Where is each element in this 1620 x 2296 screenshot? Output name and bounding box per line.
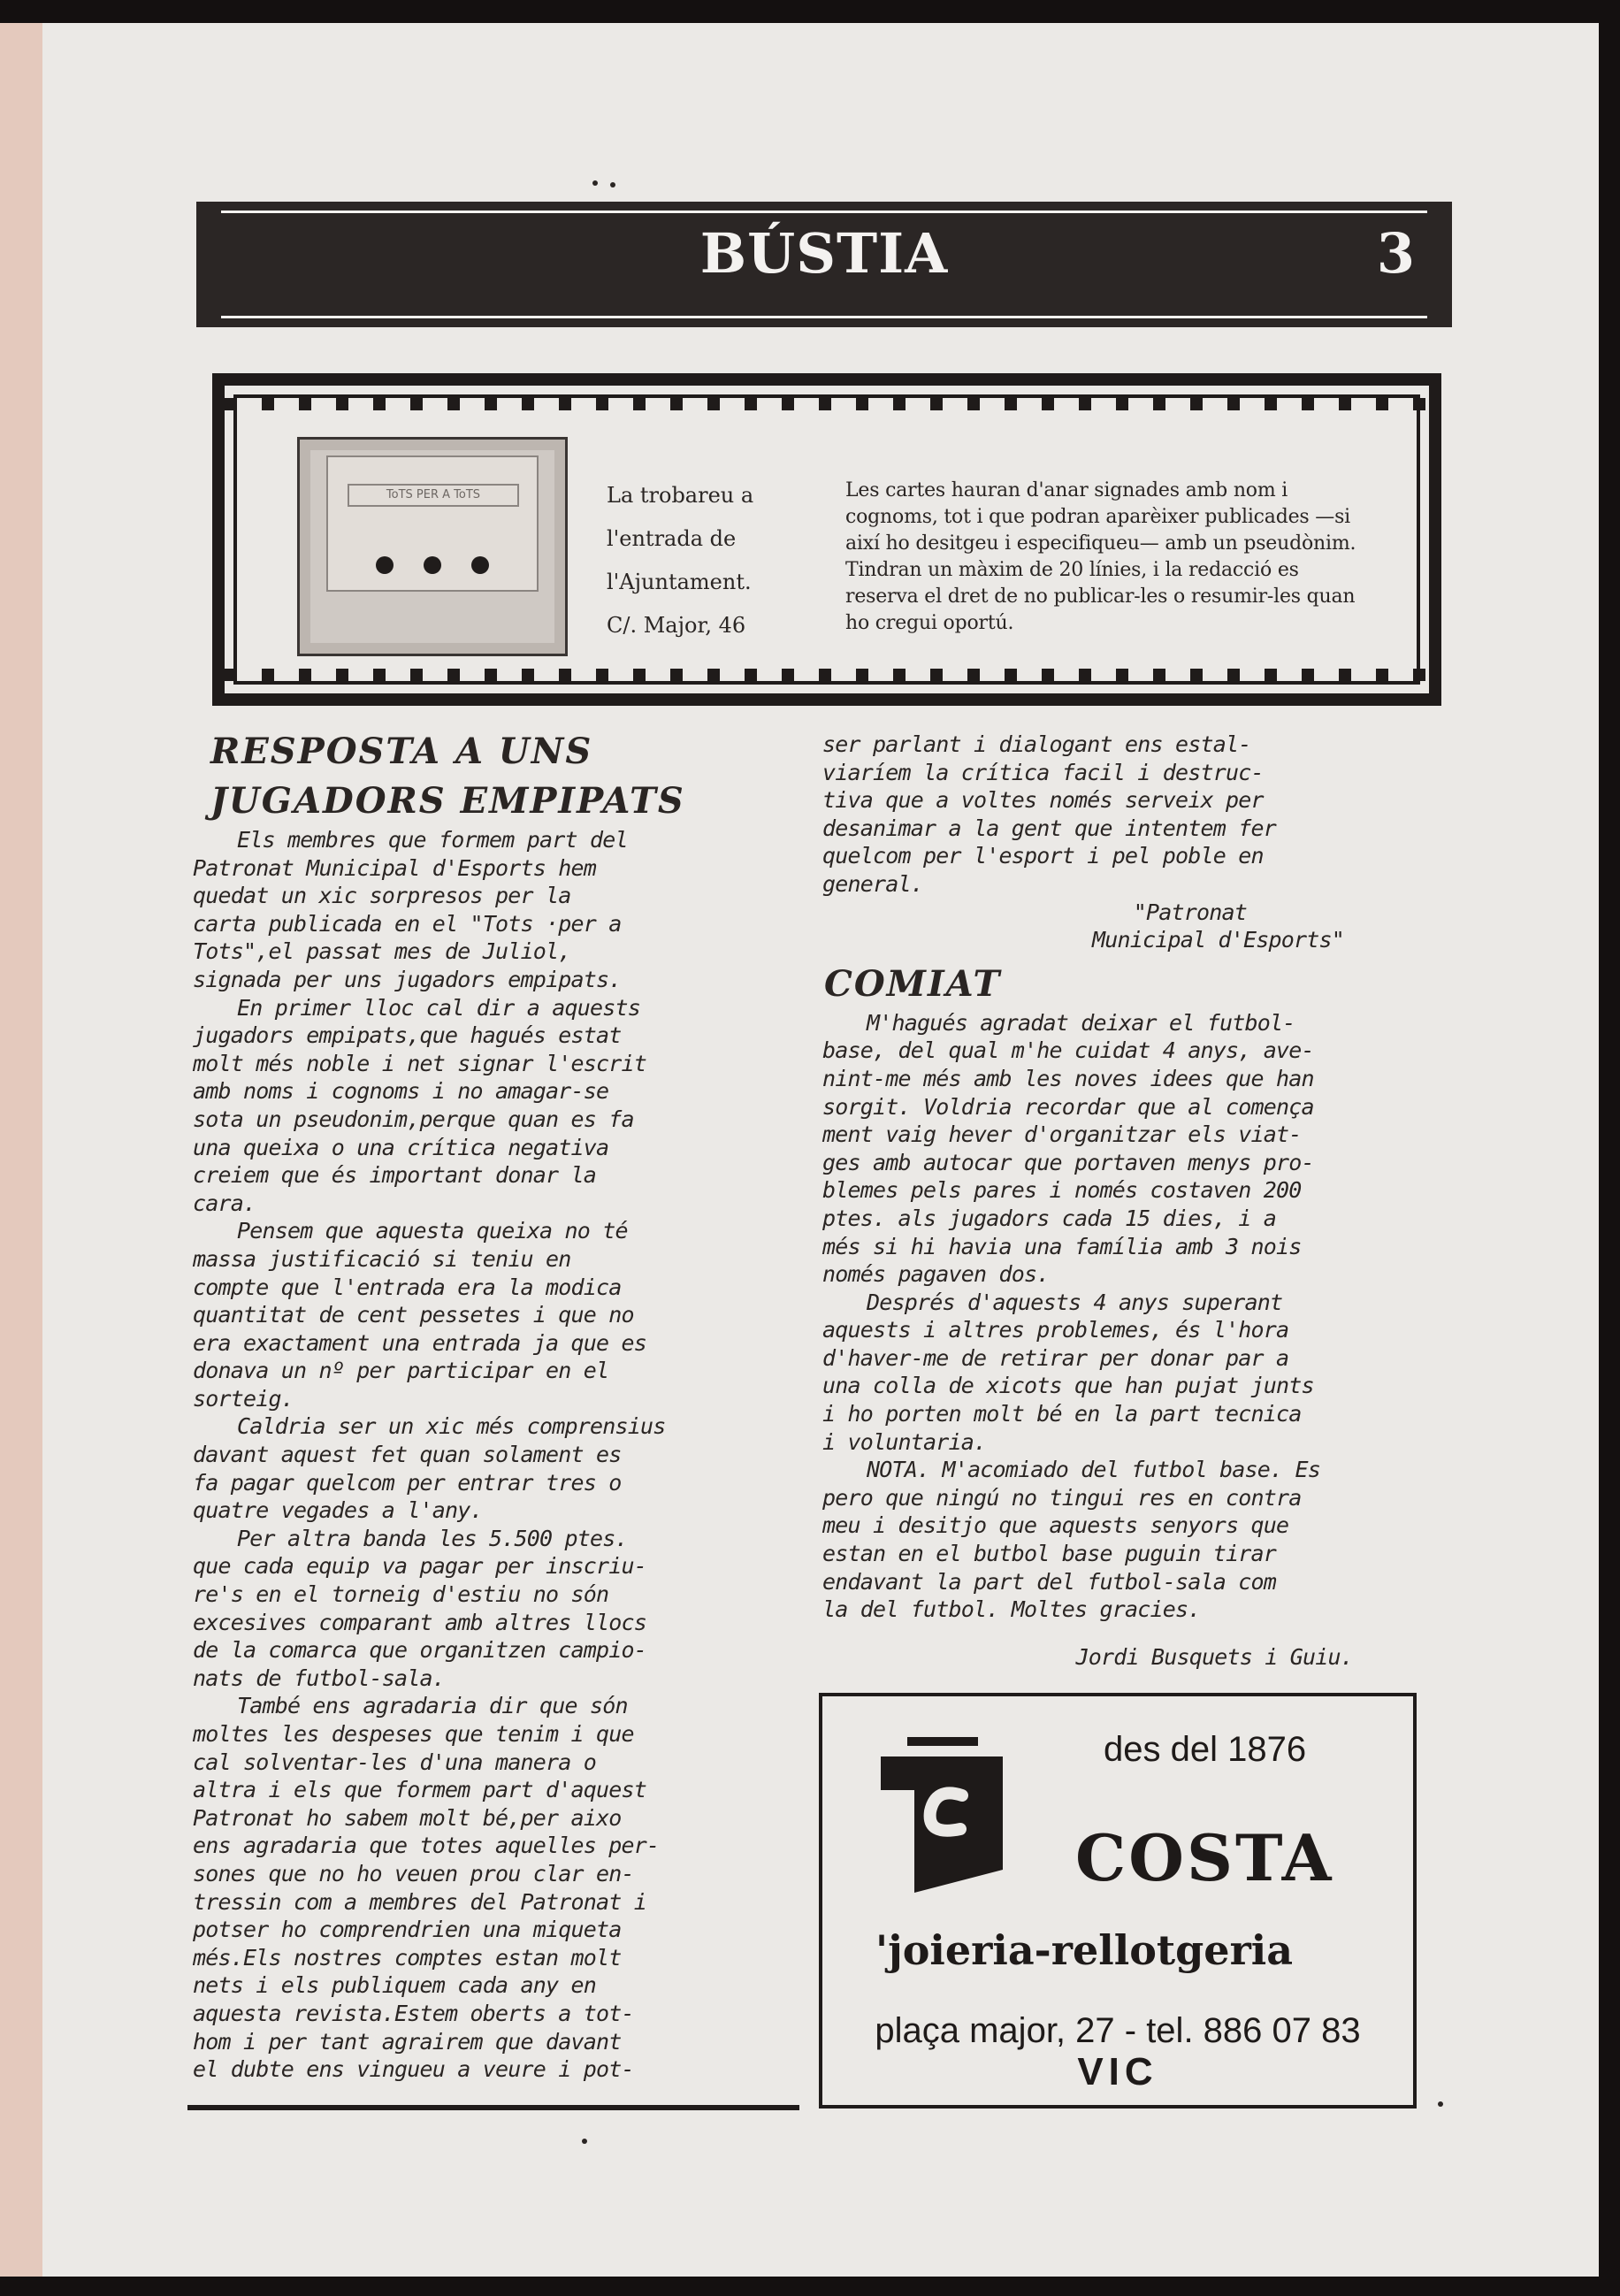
article-heading: COMIAT — [824, 962, 1002, 1005]
signature-line: Municipal d'Esports" — [1091, 927, 1344, 953]
article-paragraph: Després d'aquests 4 anys superant aquests i altres problemes, és l'hora d'haver-me de retirar per donar par a una colla de xicots que han pujat junts i ho porten molt bé en la part tecnica i voluntaria. — [822, 1289, 1314, 1455]
article-continuation: ser parlant i dialogant ens estal- viaríem la crítica facil i destruc- tiva que a voltes només serveix per desanimar a la gent que intentem fer quelcom per l'esport i pel poble en general. — [822, 731, 1277, 897]
article-paragraph: NOTA. M'acomiado del futbol base. Es pero que ningú no tingui res en contra meu i desitjo que aquests senyors que estan en el butbol base puguin tirar endavant la part del futbol-sala com la del futbol. Moltes gracies. — [822, 1457, 1321, 1623]
right-column — [822, 731, 1388, 1671]
print-speck — [610, 182, 615, 188]
mailbox-photo — [297, 437, 568, 656]
mailbox-location — [607, 474, 766, 647]
location-line: l'entrada de — [607, 526, 737, 551]
banner-top-rule — [221, 210, 1427, 213]
page-number: 3 — [1376, 221, 1415, 286]
article-paragraph: M'hagués agradat deixar el futbol- base, del qual m'he cuidat 4 anys, ave- nint-me més amb les noves idees que han sorgit. Voldria recordar que al comença ment vaig hever d'organitzar els viat- ges amb autocar que portaven menys pro- blemes pels pares i només costaven 200 ptes. als jugadors cada 15 dies, i a més si hi havia una família amb 3 nois només pagaven dos. — [822, 1009, 1314, 1288]
article-paragraph: Caldria ser un xic més comprensius davant aquest fet quan solament es fa pagar quelcom per entrar tres o quatre vegades a l'any. — [193, 1413, 666, 1524]
section-title: BÚSTIA — [699, 221, 949, 286]
costa-logo-icon — [881, 1737, 1003, 1893]
article-signature: Jordi Busquets i Guiu. — [1075, 1643, 1353, 1670]
mailbox-hole — [471, 556, 489, 574]
signature-line: "Patronat — [1133, 899, 1247, 925]
mailbox-hole — [424, 556, 441, 574]
advert-since: des del 1876 — [1104, 1730, 1307, 1769]
page-left-edge — [0, 23, 42, 2277]
section-banner — [196, 202, 1452, 327]
article-paragraph: En primer lloc cal dir a aquests jugadors empipats,que hagués estat molt més noble i net signar l'escrit amb noms i cognoms i no amagar-se sota un pseudonim,perque quan es fa una queixa o una crítica negativa creiem que és important donar la cara. — [193, 994, 647, 1216]
print-speck — [1438, 2101, 1443, 2107]
article-paragraph: Pensem que aquesta queixa no té massa justificació si teniu en compte que l'entrada era la modica quantitat de cent pessetes i que no era exactament una entrada ja que es donava un nº per participar en el sorteig. — [193, 1218, 647, 1412]
article-signature — [822, 899, 1388, 954]
column-bottom-rule — [187, 2105, 799, 2110]
location-line: l'Ajuntament. — [607, 570, 752, 594]
advert-trade: 'joieria-rellotgeria — [875, 1926, 1294, 1974]
article-paragraph: Els membres que formem part del Patronat Municipal d'Esports hem quedat un xic sorpresos per la carta publicada en el "Tots ·per a Tots",el passat mes de Juliol, signada per uns jugadors empipats. — [193, 827, 628, 992]
print-speck — [592, 180, 598, 186]
article-paragraph: Per altra banda les 5.500 ptes. que cada equip va pagar per inscriu- re's en el torneig d'estiu no són excesives comparant amb altres llocs de la comarca que organitzen campio- nats de futbol-sala. — [193, 1525, 647, 1691]
mailbox-label: ToTS PER A ToTS — [348, 484, 519, 507]
advert-brand: COSTA — [1075, 1820, 1334, 1895]
article-paragraph: També ens agradaria dir que són moltes les despeses que tenim i que cal solventar-les d'una manera o altra i els que formem part d'aquest Patronat ho sabem molt bé,per aixo ens agradaria que totes aquelles per- sones que no ho veuen prou clar en- tressin com a membres del Patronat i potser ho comprendrien una miqueta més.Els nostres comptes estan molt nets i els publiquem cada any en aquesta revista.Estem oberts a tot- hom i per tant agrairem que davant el dubte ens vingueu a veure i pot- — [193, 1693, 660, 2083]
print-speck — [582, 2139, 587, 2144]
letter-rules-text: Les cartes hauran d'anar signades amb nom i cognoms, tot i que podran aparèixer publicades —si així ho desitgeu i especifiqueu— amb un pseudònim. Tindran un màxim de 20 línies, i la redacció es reserva el dret de no publicar-les o resumir-les quan ho cregui oportú. — [845, 479, 1356, 634]
banner-bottom-rule — [221, 316, 1427, 318]
advert-city: VIC — [1077, 2050, 1158, 2093]
article-heading: RESPOSTA A UNS JUGADORS EMPIPATS — [210, 731, 685, 822]
jeweller-advert — [819, 1693, 1417, 2108]
location-line: C/. Major, 46 — [607, 613, 746, 638]
location-line: La trobareu a — [607, 483, 754, 508]
article-response — [193, 727, 723, 2084]
mailbox-hole — [376, 556, 394, 574]
advert-address: plaça major, 27 - tel. 886 07 83 — [875, 2011, 1361, 2050]
frame-chain-border-bottom — [225, 669, 1429, 681]
